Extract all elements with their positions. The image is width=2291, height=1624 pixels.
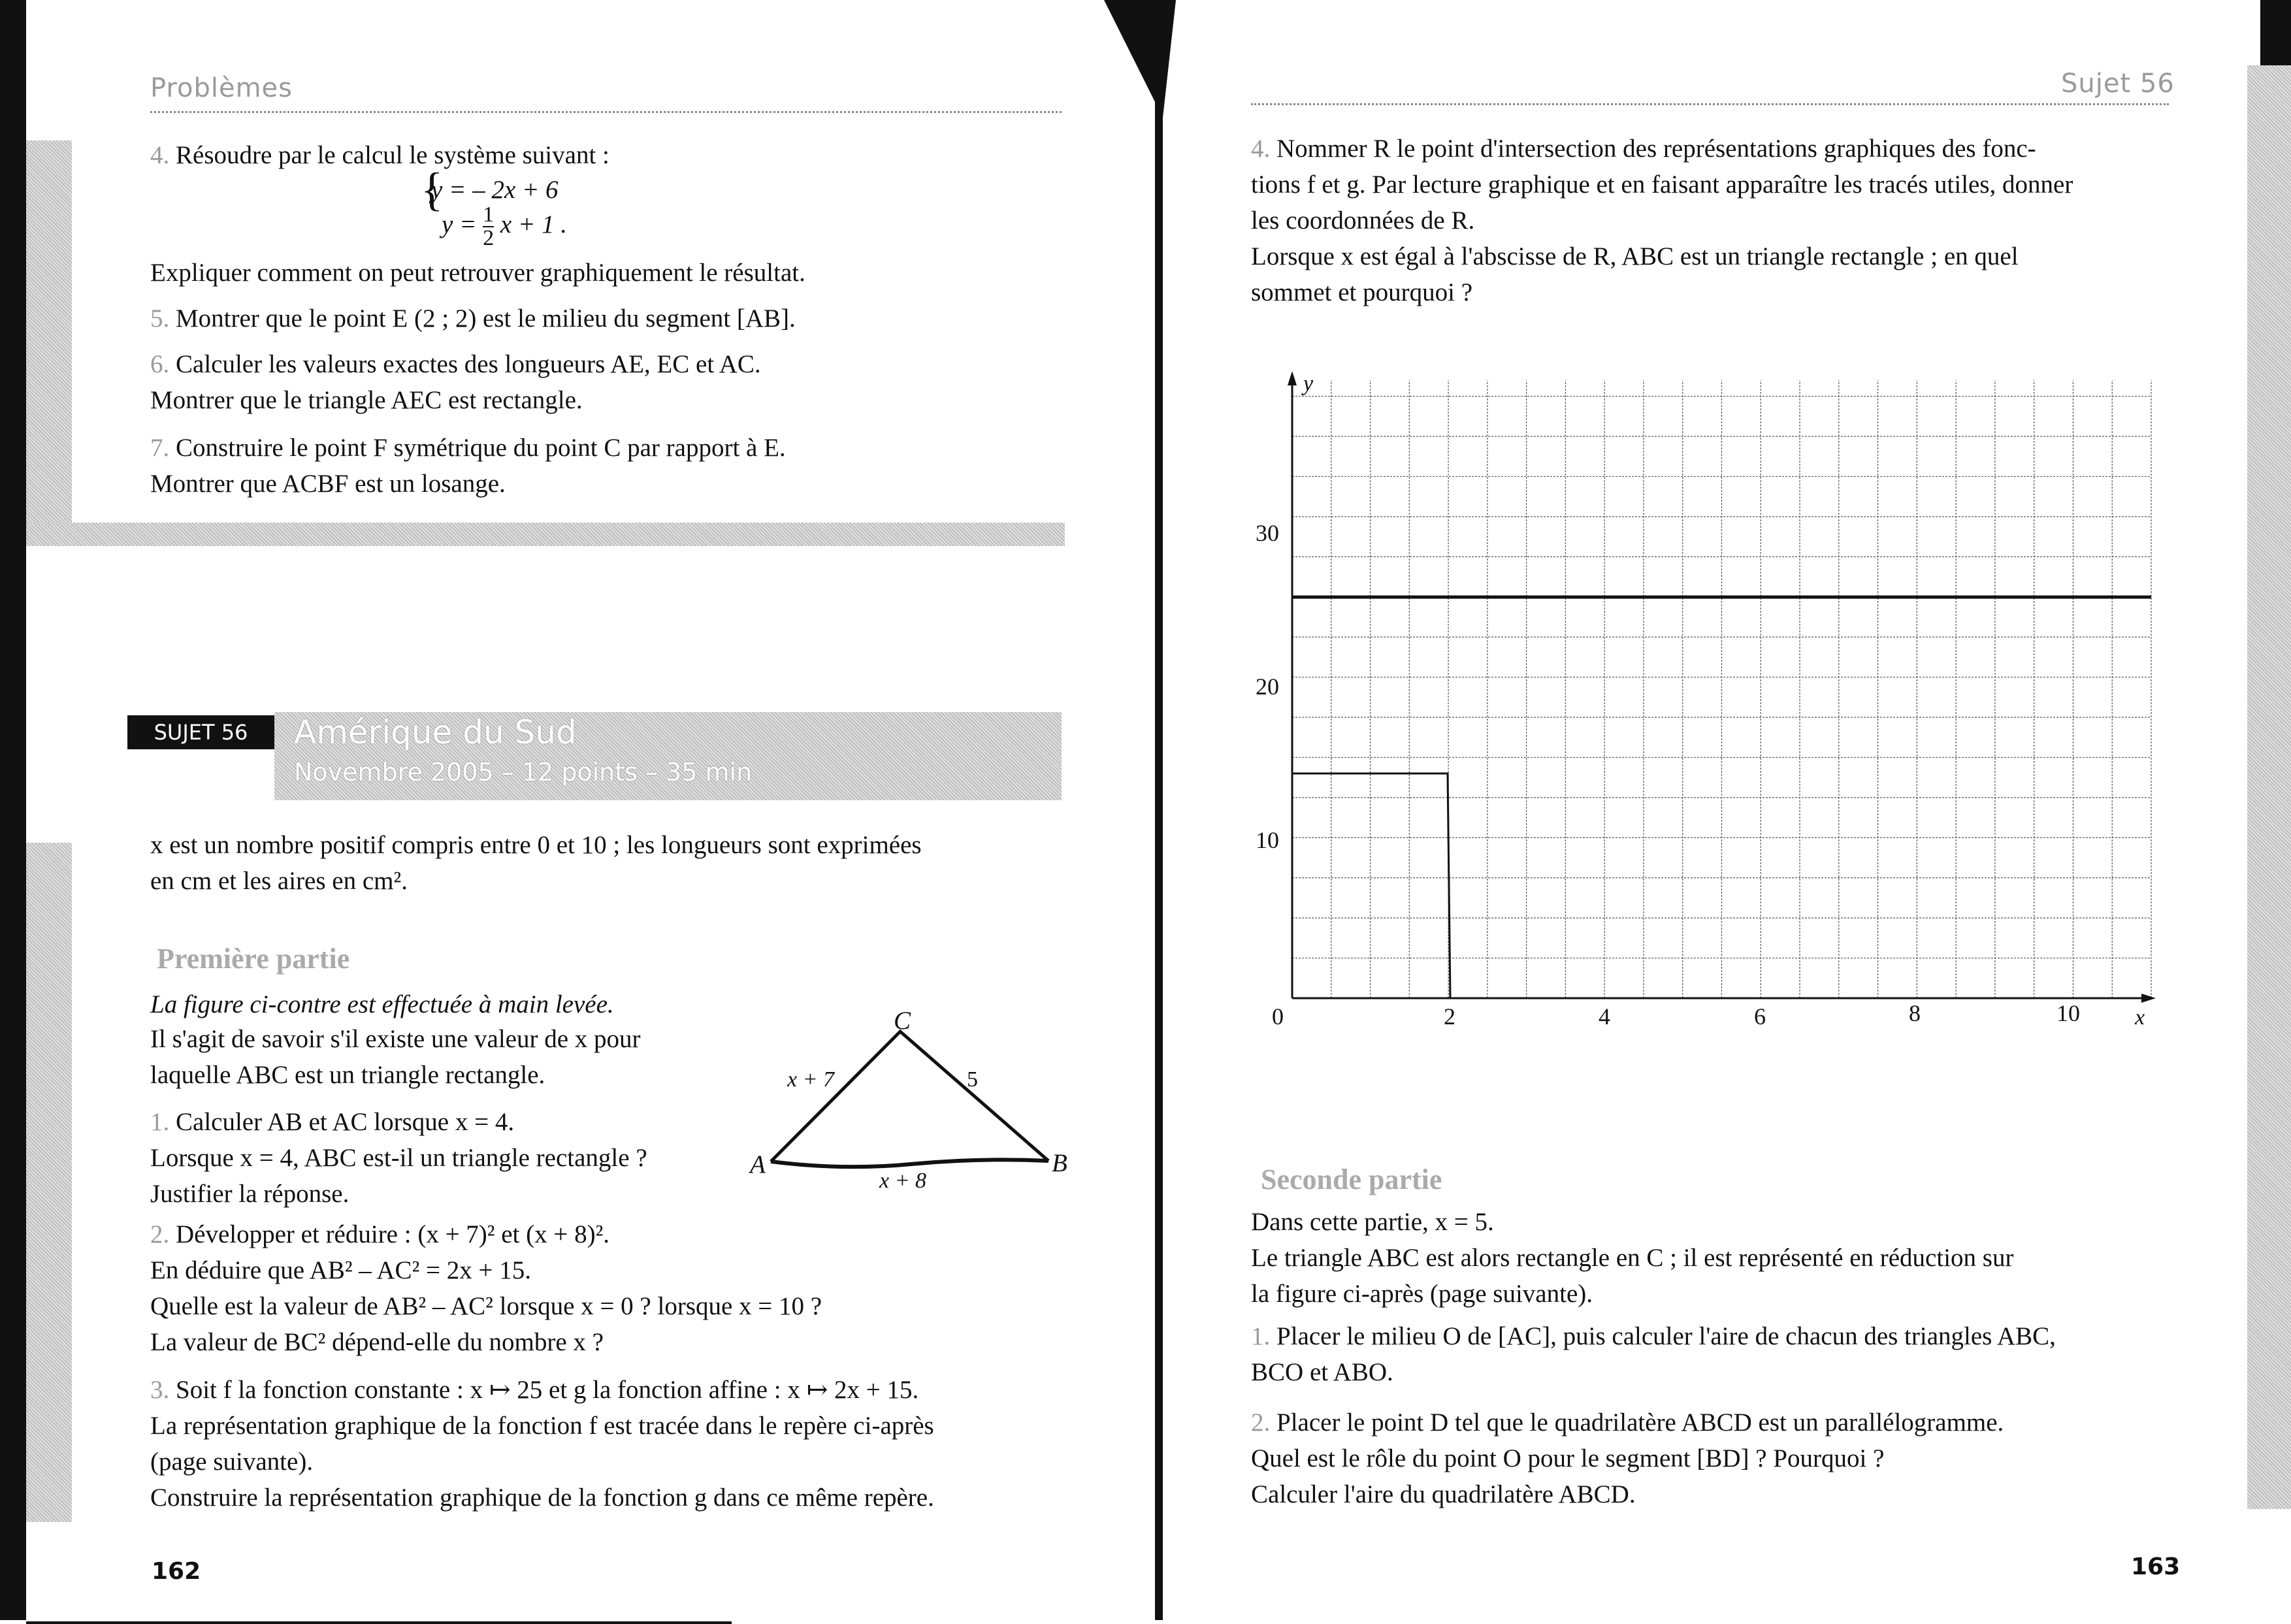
part1-desc: Il s'agit de savoir s'il existe une valeur de x pour laquelle ABC est un triangle rectangle.: [150, 1025, 641, 1089]
right-margin-strip: [2247, 65, 2291, 1509]
part2-intro: Dans cette partie, x = 5. Le triangle ABC est alors rectangle en C ; il est représenté en réduction sur la figure ci-après (page suivante).: [1251, 1208, 2014, 1308]
subject-title: Amérique du Sud: [294, 713, 577, 751]
header-rule-left: [150, 111, 1062, 113]
x-tick-10: 10: [2056, 1000, 2080, 1026]
part1-q2: 2. Développer et réduire : (x + 7)² et (x + 8)². En déduire que AB² – AC² = 2x + 15. Quelle est la valeur de AB² – AC² lorsque x = 0 ? lorsque x = 10 ? La valeur de BC² dépend-elle du nombre x ?: [150, 1220, 822, 1356]
right-q4: 4. Nommer R le point d'intersection des représentations graphiques des fonc- tions f et g. Par lecture graphique et en faisant apparaître les tracés utiles, donner les coordonnées de R. Lorsque x est égal à l'abscisse de R, ABC est un triangle rectangle ; en quel sommet et pourquoi ?: [1251, 135, 2073, 306]
right-edge-binding: [2260, 0, 2291, 65]
side-ac-label: x + 7: [787, 1067, 835, 1092]
left-edge-binding: [0, 0, 26, 1620]
section-separator-band: [26, 523, 1065, 546]
x-axis-label: x: [2135, 1005, 2145, 1030]
x-tick-8: 8: [1909, 1000, 1921, 1026]
left-margin-strip-top: [26, 140, 72, 532]
y-axis-label: y: [1303, 372, 1314, 396]
prev-q7: 7. Construire le point F symétrique du point C par rapport à E. Montrer que ACBF est un losange.: [150, 434, 786, 498]
reading-trace: [1292, 773, 1450, 998]
subject-badge: SUJET 56: [127, 715, 274, 749]
prev-explain: Expliquer comment on peut retrouver graphiquement le résultat.: [150, 259, 805, 287]
vertex-a-label: A: [750, 1150, 766, 1178]
page-number-left: 162: [152, 1558, 201, 1585]
x-tick-4: 4: [1599, 1003, 1610, 1030]
side-bc-label: 5: [967, 1067, 978, 1092]
part2-q1: 1. Placer le milieu O de [AC], puis calculer l'aire de chacun des triangles ABC, BCO et ABO.: [1251, 1322, 2056, 1386]
center-gutter: [1155, 0, 1163, 1620]
vertex-c-label: C: [894, 1007, 911, 1035]
prev-q4: 4. Résoudre par le calcul le système suivant :: [150, 141, 609, 169]
header-rule-right: [1251, 103, 2169, 105]
page-number-right: 163: [2131, 1553, 2181, 1580]
system-eq1: { y = – 2x + 6: [421, 163, 559, 216]
part2-title: Seconde partie: [1261, 1163, 1442, 1195]
y-tick-10: 10: [1256, 827, 1279, 853]
question-number: 4.: [150, 141, 170, 169]
intro-text: x est un nombre positif compris entre 0 et 10 ; les longueurs sont exprimées en cm et les aires en cm².: [150, 831, 922, 895]
y-tick-30: 30: [1256, 520, 1279, 546]
gutter-notch: [1104, 0, 1176, 118]
prev-q6: 6. Calculer les valeurs exactes des longueurs AE, EC et AC. Montrer que le triangle AEC est rectangle.: [150, 350, 761, 414]
y-tick-20: 20: [1256, 674, 1279, 700]
subject-subtitle: Novembre 2005 – 12 points – 35 min: [294, 758, 753, 787]
x-tick-0: 0: [1272, 1003, 1284, 1030]
function-graph: [1241, 366, 2169, 1039]
running-head-left: Problèmes: [150, 73, 293, 103]
brace-icon: {: [421, 163, 444, 216]
part1-title: Première partie: [157, 943, 350, 975]
left-margin-strip-bottom: [26, 843, 72, 1522]
x-tick-2: 2: [1444, 1003, 1455, 1030]
part1-q3: 3. Soit f la fonction constante : x ↦ 25 et g la fonction affine : x ↦ 2x + 15. La représentation graphique de la fonction f est tracée dans le repère ci-après (page suivante). Construire la représentation graphique de la fonction g dans ce même repère.: [150, 1376, 934, 1512]
part1-q1: 1. Calculer AB et AC lorsque x = 4. Lorsque x = 4, ABC est-il un triangle rectangle ? Justifier la réponse.: [150, 1108, 647, 1208]
system-eq2: y = $\frac{1}{2}$ x + 1 .: [442, 203, 568, 250]
running-head-right: Sujet 56: [2061, 69, 2175, 99]
bottom-edge-left: [26, 1621, 732, 1624]
prev-q5: 5. Montrer que le point E (2 ; 2) est le milieu du segment [AB].: [150, 304, 796, 333]
vertex-b-label: B: [1052, 1149, 1067, 1177]
side-ab-label: x + 8: [879, 1169, 927, 1193]
part2-q2: 2. Placer le point D tel que le quadrilatère ABCD est un parallélogramme. Quel est le rôle du point O pour le segment [BD] ? Pourquoi ? Calculer l'aire du quadrilatère ABCD.: [1251, 1408, 2004, 1508]
x-tick-6: 6: [1754, 1003, 1766, 1030]
part1-note: La figure ci-contre est effectuée à main levée.: [150, 990, 614, 1018]
y-axis-arrow-icon: [1288, 371, 1297, 385]
grid: [1292, 380, 2151, 998]
